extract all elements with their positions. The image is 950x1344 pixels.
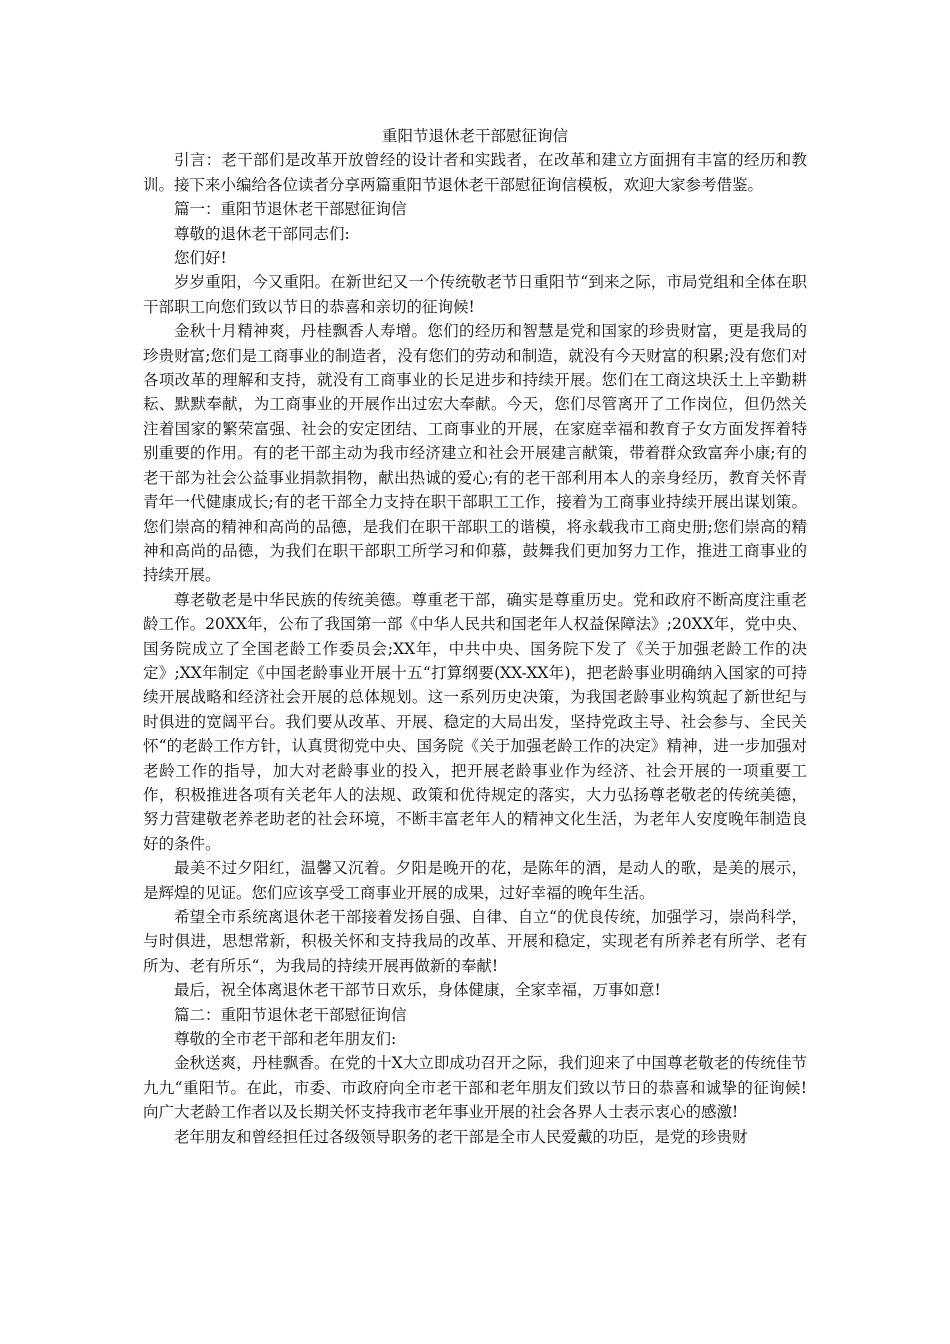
body-paragraph: 最美不过夕阳红，温馨又沉着。夕阳是晚开的花，是陈年的酒，是动人的歌，是美的展示，是辉煌的见证。您们应该享受工商事业开展的成果，过好幸福的晚年生活。 — [143, 859, 807, 902]
greeting-1: 您们好! — [174, 249, 227, 268]
section-heading-1: 篇一：重阳节退休老干部慰征询信 — [174, 200, 407, 219]
body-paragraph: 金秋十月精神爽，丹桂飘香人寿增。您们的经历和智慧是党和国家的珍贵财富，更是我局的珍贵财富;您们是工商事业的制造者，没有您们的劳动和制造，就没有今天财富的积累;没有您们对各项改革的理解和支持，就没有工商事业的长足进步和持续开展。您们在工商这块沃土上辛勤耕耘、默默奉献，为工商事业的开展作出过宏大奉献。今天，您们尽管离开了工作岗位，但仍然关注着国家的繁荣富强、社会的安定团结、工商事业的开展，在家庭幸福和教育子女方面发挥着特别重要的作用。有的老干部主动为我市经济建立和社会开展建言献策，带着群众致富奔小康;有的老干部为社会公益事业捐款捐物，献出热诚的爱心;有的老干部利用本人的亲身经历，教育关怀青青年一代健康成长;有的老干部全力支持在职干部职工工作，接着为工商事业持续开展出谋划策。您们崇高的精神和高尚的品德，是我们在职干部职工的谐模，将永载我市工商史册;您们崇高的精神和高尚的品德，为我们在职干部职工所学习和仰慕，鼓舞我们更加努力工作，推进工商事业的持续开展。 — [143, 322, 807, 585]
body-paragraph: 金秋送爽，丹桂飘香。在党的十X大立即成功召开之际，我们迎来了中国尊老敬老的传统佳节九九“重阳节。在此，市委、市政府向全市老干部和老年朋友们致以节日的恭喜和诚挚的征询候!向广大老龄工作者以及长期关怀支持我市老年事业开展的社会各界人士表示衷心的感激! — [143, 1054, 807, 1122]
body-paragraph: 岁岁重阳，今又重阳。在新世纪又一个传统敬老节日重阳节“到来之际，市局党组和全体在职干部职工向您们致以节日的恭喜和亲切的征询候! — [143, 273, 807, 316]
document-page — [143, 124, 807, 1149]
body-paragraph: 老年朋友和曾经担任过各级领导职务的老干部是全市人民爱戴的功臣，是党的珍贵财 — [174, 1127, 748, 1146]
intro-paragraph: 引言：老干部们是改革开放曾经的设计者和实践者，在改革和建立方面拥有丰富的经历和教训。接下来小编给各位读者分享两篇重阳节退休老干部慰征询信模板，欢迎大家参考借鉴。 — [143, 151, 807, 194]
body-paragraph: 希望全市系统离退休老干部接着发扬自强、自律、自立“的优良传统，加强学习，崇尚科学，与时俱进，思想常新，积极关怀和支持我局的改革、开展和稳定，实现老有所养老有所学、老有所为、老有所乐“，为我局的持续开展再做新的奉献! — [143, 908, 807, 975]
body-paragraph: 尊老敬老是中华民族的传统美德。尊重老干部，确实是尊重历史。党和政府不断高度注重老龄工作。20XX年，公布了我国第一部《中华人民共和国老年人权益保障法》;20XX年，党中央、国务院成立了全国老龄工作委员会;XX年，中共中央、国务院下发了《关于加强老龄工作的决定》;XX年制定《中国老龄事业开展十五“打算纲要(XX-XX年)，把老龄事业明确纳入国家的可持续开展战略和经济社会开展的总体规划。这一系列历史决策，为我国老龄事业构筑起了新世纪与时俱进的宽阔平台。我们要从改革、开展、稳定的大局出发，坚持党政主导、社会参与、全民关怀“的老龄工作方针，认真贯彻党中央、国务院《关于加强老龄工作的决定》精神，进一步加强对老龄工作的指导，加大对老龄事业的投入，把开展老龄事业作为经济、社会开展的一项重要工作，积极推进各项有关老年人的法规、政策和优待规定的落实，大力弘扬尊老敬老的传统美德，努力营建敬老养老助老的社会环境，不断丰富老年人的精神文化生活，为老年人安度晚年制造良好的条件。 — [143, 590, 807, 853]
closing-paragraph: 最后，祝全体离退休老干部节日欢乐，身体健康，全家幸福，万事如意! — [174, 981, 661, 1000]
document-title: 重阳节退休老干部慰征询信 — [381, 127, 568, 145]
section-heading-2: 篇二：重阳节退休老干部慰征询信 — [174, 1005, 407, 1024]
salutation-2: 尊敬的全市老干部和老年朋友们: — [174, 1030, 397, 1049]
salutation-1: 尊敬的退休老干部同志们: — [174, 224, 350, 243]
